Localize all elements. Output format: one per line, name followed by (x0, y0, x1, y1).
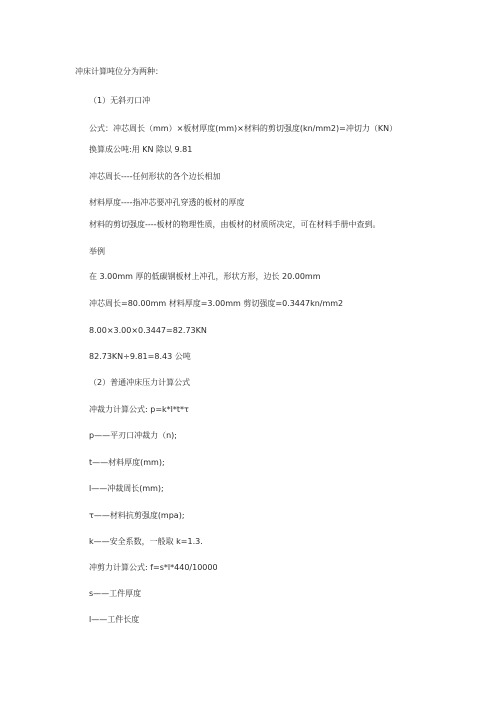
example-description: 在 3.00mm 厚的低碳钢板材上冲孔，形状方形，边长 20.00mm (89, 272, 321, 281)
example-result: 82.73KN÷9.81=8.43 公吨 (89, 352, 191, 361)
variable-l-length: l——工件长度 (89, 615, 140, 624)
example-heading: 举例 (89, 247, 105, 256)
variable-p: p——平刃口冲裁力（n); (89, 431, 177, 440)
definition-shear-strength: 材料的剪切强度----板材的物理性质，由板材的材质所决定，可在材料手册中查到。 (89, 220, 381, 229)
variable-k: k——安全系数，一般取 k=1.3. (89, 537, 203, 546)
section-2-heading: （2）普通冲床压力计算公式 (89, 378, 191, 387)
definition-thickness: 材料厚度----指冲芯要冲孔穿透的板材的厚度 (89, 198, 245, 207)
variable-t: t——材料厚度(mm); (89, 458, 165, 467)
formula-line: 公式：冲芯周长（mm）×板材厚度(mm)×材料的剪切强度(kn/mm2)=冲切力（KN） (89, 124, 398, 133)
shearing-force-formula: 冲剪力计算公式: f=s*l*440/10000 (89, 563, 218, 572)
punching-force-formula: 冲裁力计算公式: p=k*l*t*τ (89, 405, 189, 414)
variable-s: s——工件厚度 (89, 589, 142, 598)
conversion-line: 换算成公吨:用 KN 除以 9.81 (89, 145, 193, 154)
variable-tau: τ——材料抗剪强度(mpa); (89, 511, 185, 520)
example-values: 冲芯周长=80.00mm 材料厚度=3.00mm 剪切强度=0.3447kn/mm2 (89, 299, 344, 308)
variable-l: l——冲裁周长(mm); (89, 484, 164, 493)
section-1-heading: （1）无斜刃口冲 (89, 96, 151, 105)
example-calculation: 8.00×3.00×0.3447=82.73KN (89, 326, 207, 335)
definition-perimeter: 冲芯周长----任何形状的各个边长相加 (89, 172, 221, 181)
intro-heading: 冲床计算吨位分为两种： (75, 67, 163, 76)
